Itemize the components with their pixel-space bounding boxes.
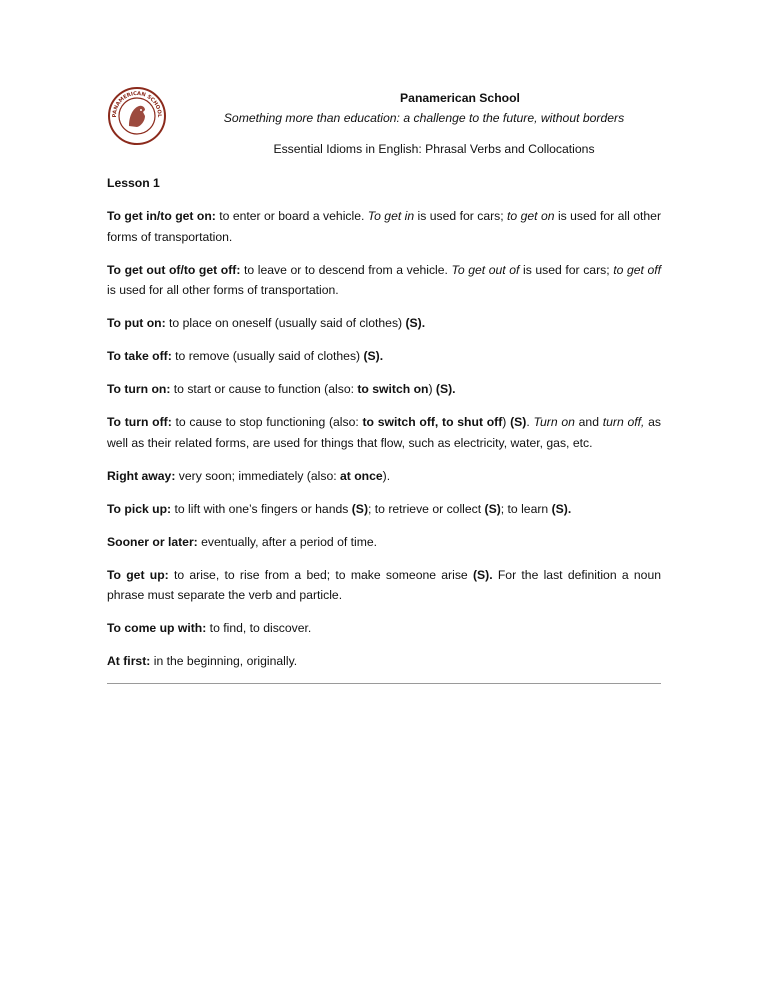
idiom-definition: to remove (usually said of clothes) [171, 349, 364, 363]
idiom-entry [107, 206, 661, 247]
synonym-term: at once [340, 468, 383, 483]
idiom-definition: to leave or to descend from a vehicle. [240, 262, 452, 277]
idiom-term: Sooner or later: [107, 534, 198, 549]
idiom-entry [107, 379, 661, 400]
separable-marker: (S). [363, 349, 384, 363]
idiom-term: To turn on: [107, 382, 171, 396]
idiom-term: To take off: [107, 349, 172, 363]
idiom-definition: is used for cars; [519, 262, 614, 277]
document-subtitle: Essential Idioms in English: Phrasal Verbs and Collocations [273, 142, 595, 156]
idiom-definition: is used for all other forms of transportation. [107, 283, 339, 297]
school-motto: Something more than education: a challenge to the future, without borders [223, 111, 625, 125]
idiom-definition: is used for cars; [414, 209, 508, 223]
separable-marker: (S) [510, 415, 527, 429]
idiom-definition: in the beginning, originally. [150, 654, 298, 668]
idiom-term: To get in/to get on: [107, 209, 216, 223]
idiom-term: Right away: [107, 468, 176, 483]
idiom-entry [107, 618, 661, 639]
idiom-definition: to find, to discover. [206, 621, 312, 635]
lesson-heading: Lesson 1 [107, 176, 160, 190]
idiom-definition: eventually, after a period of time. [197, 534, 378, 549]
idiom-term: At first: [107, 654, 151, 668]
idiom-example: to get off [613, 262, 662, 277]
idiom-definition: ). [382, 468, 391, 483]
idiom-definition: . [526, 415, 534, 429]
idiom-definition: to arise, to rise from a bed; to make someone arise [168, 567, 473, 582]
synonym-term: to switch on [357, 382, 429, 396]
idiom-example: turn off, [602, 415, 645, 429]
idiom-example: To get in [367, 209, 415, 223]
idiom-term: To put on: [107, 316, 166, 330]
synonym-term: to switch off, to shut off [362, 415, 503, 429]
idiom-entry [107, 532, 661, 553]
separable-marker: (S) [351, 501, 368, 516]
separable-marker: (S). [405, 316, 426, 330]
separable-marker: (S). [551, 501, 572, 516]
idiom-term: To get out of/to get off: [107, 262, 241, 277]
idiom-definition: to start or cause to function (also: [170, 382, 358, 396]
idiom-term: To get up: [107, 567, 169, 582]
idiom-term: To come up with: [107, 621, 207, 635]
idiom-example: to get on [507, 209, 555, 223]
idiom-term: To turn off: [107, 415, 172, 429]
idiom-example: To get out of [451, 262, 520, 277]
idiom-definition: is used for all other forms of transportation. [107, 209, 661, 244]
separable-marker: (S) [484, 501, 501, 516]
idiom-entry [107, 260, 661, 301]
separable-marker: (S). [435, 382, 456, 396]
school-name: Panamerican School [400, 91, 520, 105]
idiom-definition: ; to learn [500, 501, 552, 516]
idiom-definition: ) [428, 382, 436, 396]
idiom-entry [107, 651, 661, 672]
idiom-definition: ) [502, 415, 511, 429]
idiom-entry [107, 313, 661, 334]
idiom-term: To pick up: [107, 501, 172, 516]
idiom-definition: and [574, 415, 603, 429]
idiom-list [107, 206, 661, 684]
idiom-entry [107, 565, 661, 606]
idiom-definition: as well as their related forms, are used for things that flow, such as electricity, water, gas, etc. [107, 415, 661, 450]
horizontal-divider [107, 683, 661, 684]
idiom-entry [107, 346, 661, 367]
idiom-definition: to enter or board a vehicle. [215, 209, 368, 223]
idiom-definition: ; to retrieve or collect [368, 501, 485, 516]
idiom-entry [107, 499, 661, 520]
idiom-definition: very soon; immediately (also: [175, 468, 340, 483]
idiom-definition: For the last definition a noun phrase must separate the verb and particle. [107, 567, 662, 602]
separable-marker: (S). [472, 567, 493, 582]
idiom-entry [107, 466, 661, 487]
idiom-definition: to place on oneself (usually said of clothes) [165, 316, 406, 330]
svg-text:PANAMERICAN SCHOOL: PANAMERICAN SCHOOL [111, 90, 163, 118]
idiom-example: Turn on [533, 415, 575, 429]
idiom-definition: to cause to stop functioning (also: [171, 415, 363, 429]
idiom-entry [107, 412, 661, 453]
idiom-definition: to lift with one’s fingers or hands [171, 501, 352, 516]
